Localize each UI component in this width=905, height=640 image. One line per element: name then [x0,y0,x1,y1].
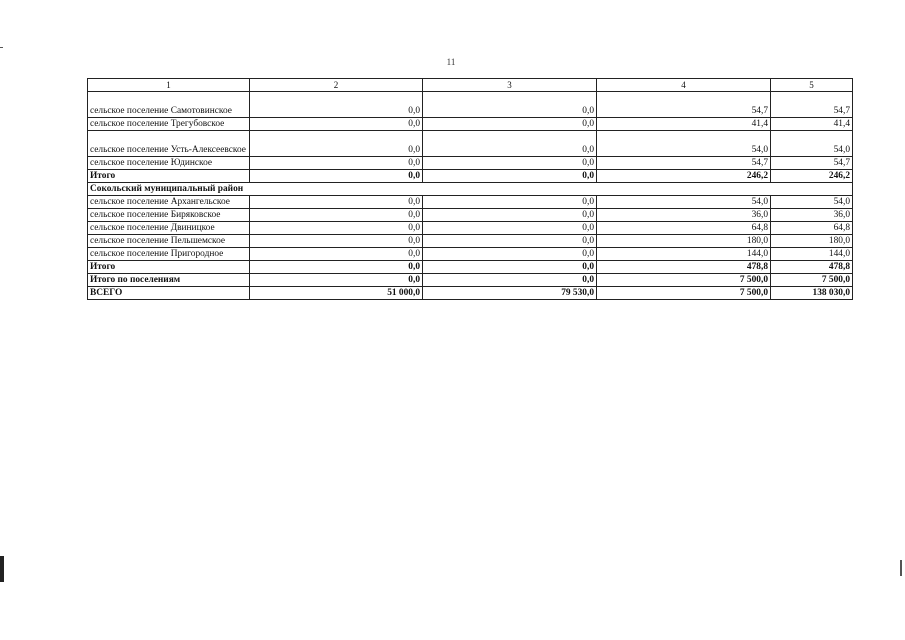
value-cell: 180,0 [771,235,853,248]
settlement-name: сельское поселение Двиницкое [88,222,250,235]
value-cell: 0,0 [423,118,597,131]
value-cell: 54,0 [597,196,771,209]
table-row [88,209,853,222]
column-header: 1 [88,79,250,92]
settlement-name: сельское поселение Пригородное [88,248,250,261]
value-cell: 0,0 [250,235,423,248]
value-cell: 0,0 [423,261,597,274]
table-row [88,222,853,235]
value-cell: 246,2 [771,170,853,183]
value-cell: 54,7 [771,157,853,170]
table-row [88,131,853,157]
table-row [88,157,853,170]
settlement-name: сельское поселение Юдинское [88,157,250,170]
value-cell: 54,0 [771,196,853,209]
value-cell: 0,0 [250,209,423,222]
value-cell: 0,0 [423,222,597,235]
value-cell: 41,4 [771,118,853,131]
value-cell: 0,0 [250,157,423,170]
value-cell: 7 500,0 [597,274,771,287]
value-cell: 7 500,0 [771,274,853,287]
settlements-total-row [88,274,853,287]
table-row [88,248,853,261]
value-cell: 0,0 [423,131,597,157]
value-cell: 54,0 [771,131,853,157]
value-cell: 0,0 [250,196,423,209]
table-row [88,92,853,118]
value-cell: 478,8 [597,261,771,274]
value-cell: 0,0 [423,157,597,170]
value-cell: 79 530,0 [423,287,597,300]
total-row [88,170,853,183]
column-header: 5 [771,79,853,92]
total-row [88,261,853,274]
grand-total-row [88,287,853,300]
value-cell: 246,2 [597,170,771,183]
value-cell: 0,0 [250,274,423,287]
value-cell: 0,0 [250,92,423,118]
table-header-row [88,79,853,92]
value-cell: 0,0 [423,209,597,222]
value-cell: 54,7 [597,92,771,118]
value-cell: 64,8 [771,222,853,235]
column-header: 3 [423,79,597,92]
value-cell: 478,8 [771,261,853,274]
value-cell: 144,0 [597,248,771,261]
value-cell: 0,0 [423,235,597,248]
budget-table [87,78,853,300]
value-cell: 64,8 [597,222,771,235]
value-cell: 0,0 [250,248,423,261]
value-cell: 36,0 [597,209,771,222]
value-cell: 0,0 [423,248,597,261]
value-cell: 0,0 [250,131,423,157]
grand-total-label: ВСЕГО [88,287,250,300]
settlement-name: сельское поселение Архангельское [88,196,250,209]
value-cell: 138 030,0 [771,287,853,300]
table-row [88,118,853,131]
value-cell: 41,4 [597,118,771,131]
value-cell: 0,0 [423,196,597,209]
settlement-name: сельское поселение Трегубовское [88,118,250,131]
value-cell: 0,0 [250,222,423,235]
value-cell: 51 000,0 [250,287,423,300]
value-cell: 0,0 [423,274,597,287]
value-cell: 54,0 [597,131,771,157]
column-header: 2 [250,79,423,92]
district-title: Сокольский муниципальный район [88,183,853,196]
value-cell: 7 500,0 [597,287,771,300]
total-label: Итого по поселениям [88,274,250,287]
value-cell: 0,0 [250,261,423,274]
value-cell: 0,0 [250,118,423,131]
settlement-name: сельское поселение Самотовинское [88,92,250,118]
total-label: Итого [88,261,250,274]
column-header: 4 [597,79,771,92]
section-row [88,183,853,196]
table-row [88,196,853,209]
table-row [88,235,853,248]
value-cell: 144,0 [771,248,853,261]
value-cell: 0,0 [423,170,597,183]
scan-artifact-mark-left [0,556,4,582]
scan-artifact-tick [0,47,3,48]
settlement-name: сельское поселение Пельшемское [88,235,250,248]
page-number: 11 [446,57,456,67]
value-cell: 0,0 [250,170,423,183]
value-cell: 54,7 [597,157,771,170]
scan-artifact-mark-right [900,560,902,576]
total-label: Итого [88,170,250,183]
value-cell: 54,7 [771,92,853,118]
settlement-name: сельское поселение Усть-Алексеевское [88,131,250,157]
value-cell: 36,0 [771,209,853,222]
settlement-name: сельское поселение Биряковское [88,209,250,222]
value-cell: 180,0 [597,235,771,248]
value-cell: 0,0 [423,92,597,118]
